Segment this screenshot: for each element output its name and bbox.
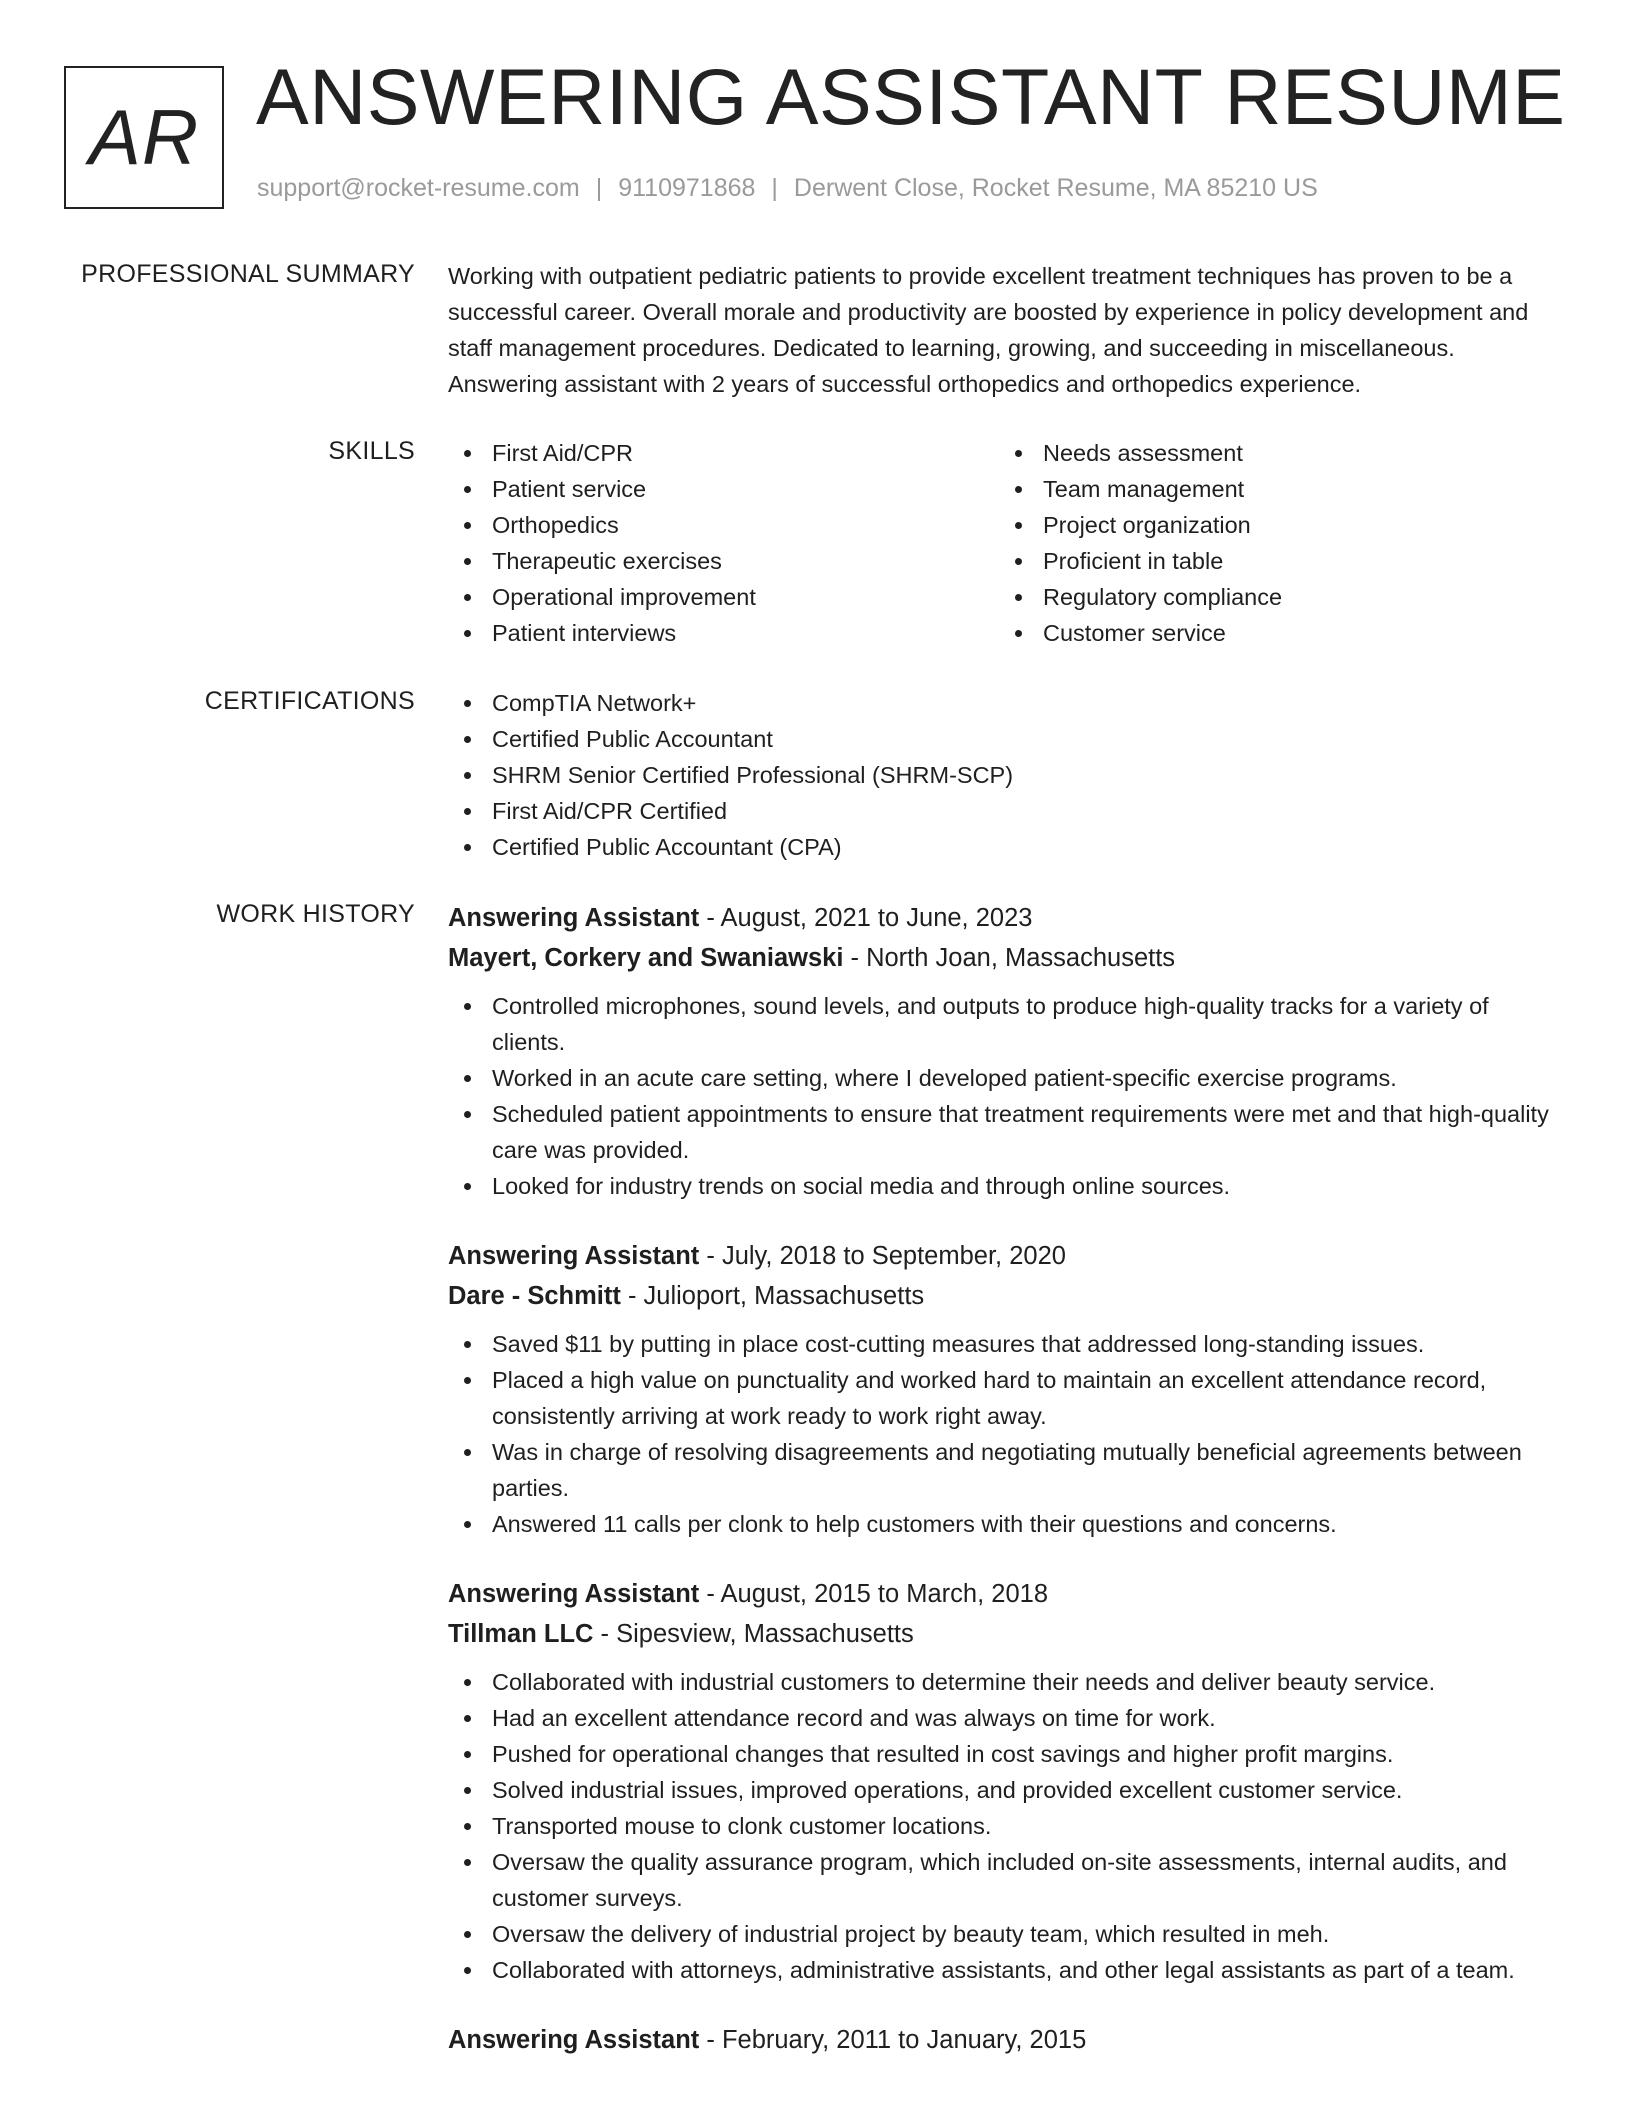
job-bullets	[448, 988, 1566, 1204]
contact-email[interactable]: support@rocket-resume.com	[257, 174, 580, 202]
section-heading: PROFESSIONAL SUMMARY	[81, 260, 415, 288]
skill-item: Customer service	[999, 615, 1550, 651]
bullet-dot	[464, 1715, 471, 1722]
skill-item: Orthopedics	[448, 507, 999, 543]
job-title-line	[448, 1236, 1566, 1276]
job-company: Dare - Schmitt	[448, 1282, 621, 1310]
job-bullets	[448, 1326, 1566, 1542]
job-bullet: Controlled microphones, sound levels, and outputs to produce high-quality tracks for a variety of clients.	[448, 988, 1566, 1060]
bullet-dot	[464, 486, 471, 493]
skill-item: Operational improvement	[448, 579, 999, 615]
job-entry	[448, 898, 1566, 1204]
job-title-line	[448, 898, 1566, 938]
summary-text: Working with outpatient pediatric patients to provide excellent treatment techniques has proven to be a successful career. Overall morale and productivity are boosted by experience in policy development and staff management procedures. Dedicated to learning, growing, and succeeding in miscellaneous. Answering assistant with 2 years of successful orthopedics and orthopedics experience.	[448, 263, 1529, 397]
certification-item: CompTIA Network+	[448, 685, 1566, 721]
job-bullet: Saved $11 by putting in place cost-cutting measures that addressed long-standing issues.	[448, 1326, 1566, 1362]
section-heading: CERTIFICATIONS	[204, 687, 415, 715]
job-bullets	[448, 1664, 1566, 1988]
bullet-dot	[464, 1449, 471, 1456]
skill-item: First Aid/CPR	[448, 435, 999, 471]
resume-title: ANSWERING ASSISTANT RESUME	[256, 52, 1566, 141]
job-bullet: Collaborated with industrial customers to determine their needs and deliver beauty service.	[448, 1664, 1566, 1700]
bullet-dot	[1015, 450, 1022, 457]
summary-body	[448, 258, 1566, 402]
bullet-dot	[464, 700, 471, 707]
bullet-dot	[464, 736, 471, 743]
section-heading: WORK HISTORY	[216, 900, 415, 928]
job-company: Tillman LLC	[448, 1620, 594, 1648]
job-entry	[448, 1574, 1566, 1988]
bullet-dot	[464, 1751, 471, 1758]
skill-item: Project organization	[999, 507, 1550, 543]
skill-item: Therapeutic exercises	[448, 543, 999, 579]
section-heading: SKILLS	[328, 437, 415, 465]
bullet-dot	[464, 772, 471, 779]
job-company: Mayert, Corkery and Swaniawski	[448, 944, 844, 972]
job-company-line	[448, 1276, 1566, 1316]
bullet-dot	[464, 1341, 471, 1348]
job-title: Answering Assistant	[448, 904, 700, 932]
bullet-dot	[464, 1787, 471, 1794]
skills-body	[448, 435, 1566, 651]
bullet-dot	[464, 1967, 471, 1974]
bullet-dot	[464, 1679, 471, 1686]
certification-item: First Aid/CPR Certified	[448, 793, 1566, 829]
bullet-dot	[464, 1377, 471, 1384]
job-company-line	[448, 1614, 1566, 1654]
job-bullet: Was in charge of resolving disagreements and negotiating mutually beneficial agreements between parties.	[448, 1434, 1566, 1506]
job-bullet: Collaborated with attorneys, administrative assistants, and other legal assistants as part of a team.	[448, 1952, 1566, 1988]
bullet-dot	[464, 522, 471, 529]
job-bullet: Transported mouse to clonk customer locations.	[448, 1808, 1566, 1844]
work-history-body	[448, 898, 1566, 2060]
bullet-dot	[464, 1075, 471, 1082]
bullet-dot	[464, 1111, 471, 1118]
job-location: - Sipesview, Massachusetts	[593, 1620, 914, 1648]
job-title: Answering Assistant	[448, 1242, 700, 1270]
bullet-dot	[464, 1183, 471, 1190]
job-location: - Julioport, Massachusetts	[620, 1282, 925, 1310]
bullet-dot	[1015, 558, 1022, 565]
job-location: - North Joan, Massachusetts	[843, 944, 1176, 972]
contact-line	[257, 174, 1318, 203]
bullet-dot	[1015, 522, 1022, 529]
contact-separator: |	[771, 174, 778, 202]
job-dates: - August, 2015 to March, 2018	[699, 1580, 1049, 1608]
certifications-body	[448, 685, 1566, 865]
certification-item: Certified Public Accountant (CPA)	[448, 829, 1566, 865]
bullet-dot	[464, 1521, 471, 1528]
job-title: Answering Assistant	[448, 1580, 700, 1608]
skill-item: Patient interviews	[448, 615, 999, 651]
bullet-dot	[464, 844, 471, 851]
job-bullet: Scheduled patient appointments to ensure that treatment requirements were met and that high-quality care was provided.	[448, 1096, 1566, 1168]
bullet-dot	[464, 1003, 471, 1010]
contact-address: Derwent Close, Rocket Resume, MA 85210 US	[793, 174, 1318, 202]
skill-item: Team management	[999, 471, 1550, 507]
job-bullet: Worked in an acute care setting, where I developed patient-specific exercise programs.	[448, 1060, 1566, 1096]
job-bullet: Solved industrial issues, improved operations, and provided excellent customer service.	[448, 1772, 1566, 1808]
bullet-dot	[1015, 630, 1022, 637]
job-entry	[448, 1236, 1566, 1542]
job-title: Answering Assistant	[448, 2026, 700, 2054]
job-bullet: Oversaw the delivery of industrial project by beauty team, which resulted in meh.	[448, 1916, 1566, 1952]
skill-item: Patient service	[448, 471, 999, 507]
skill-item: Proficient in table	[999, 543, 1550, 579]
certification-item: SHRM Senior Certified Professional (SHRM-SCP)	[448, 757, 1566, 793]
job-bullet: Looked for industry trends on social media and through online sources.	[448, 1168, 1566, 1204]
skill-item: Regulatory compliance	[999, 579, 1550, 615]
bullet-dot	[1015, 486, 1022, 493]
job-bullet: Placed a high value on punctuality and worked hard to maintain an excellent attendance record, consistently arriving at work ready to work right away.	[448, 1362, 1566, 1434]
bullet-dot	[464, 594, 471, 601]
job-title-line	[448, 1574, 1566, 1614]
job-bullet: Had an excellent attendance record and was always on time for work.	[448, 1700, 1566, 1736]
contact-phone[interactable]: 9110971868	[618, 174, 756, 202]
monogram-logo: AR	[64, 66, 224, 209]
certification-item: Certified Public Accountant	[448, 721, 1566, 757]
certifications-list	[448, 685, 1566, 865]
job-dates: - August, 2021 to June, 2023	[699, 904, 1033, 932]
job-bullet: Oversaw the quality assurance program, which included on-site assessments, internal audits, and customer surveys.	[448, 1844, 1566, 1916]
job-dates: - February, 2011 to January, 2015	[699, 2026, 1087, 2054]
skills-column-1	[448, 435, 999, 651]
bullet-dot	[464, 1931, 471, 1938]
job-company-line	[448, 938, 1566, 978]
skills-column-2	[999, 435, 1550, 651]
job-bullet: Pushed for operational changes that resulted in cost savings and higher profit margins.	[448, 1736, 1566, 1772]
job-entry	[448, 2020, 1566, 2060]
job-dates: - July, 2018 to September, 2020	[699, 1242, 1066, 1270]
bullet-dot	[1015, 594, 1022, 601]
skill-item: Needs assessment	[999, 435, 1550, 471]
contact-separator: |	[595, 174, 603, 202]
bullet-dot	[464, 630, 471, 637]
bullet-dot	[464, 1859, 471, 1866]
bullet-dot	[464, 558, 471, 565]
bullet-dot	[464, 808, 471, 815]
bullet-dot	[464, 450, 471, 457]
job-title-line	[448, 2020, 1566, 2060]
bullet-dot	[464, 1823, 471, 1830]
job-bullet: Answered 11 calls per clonk to help customers with their questions and concerns.	[448, 1506, 1566, 1542]
